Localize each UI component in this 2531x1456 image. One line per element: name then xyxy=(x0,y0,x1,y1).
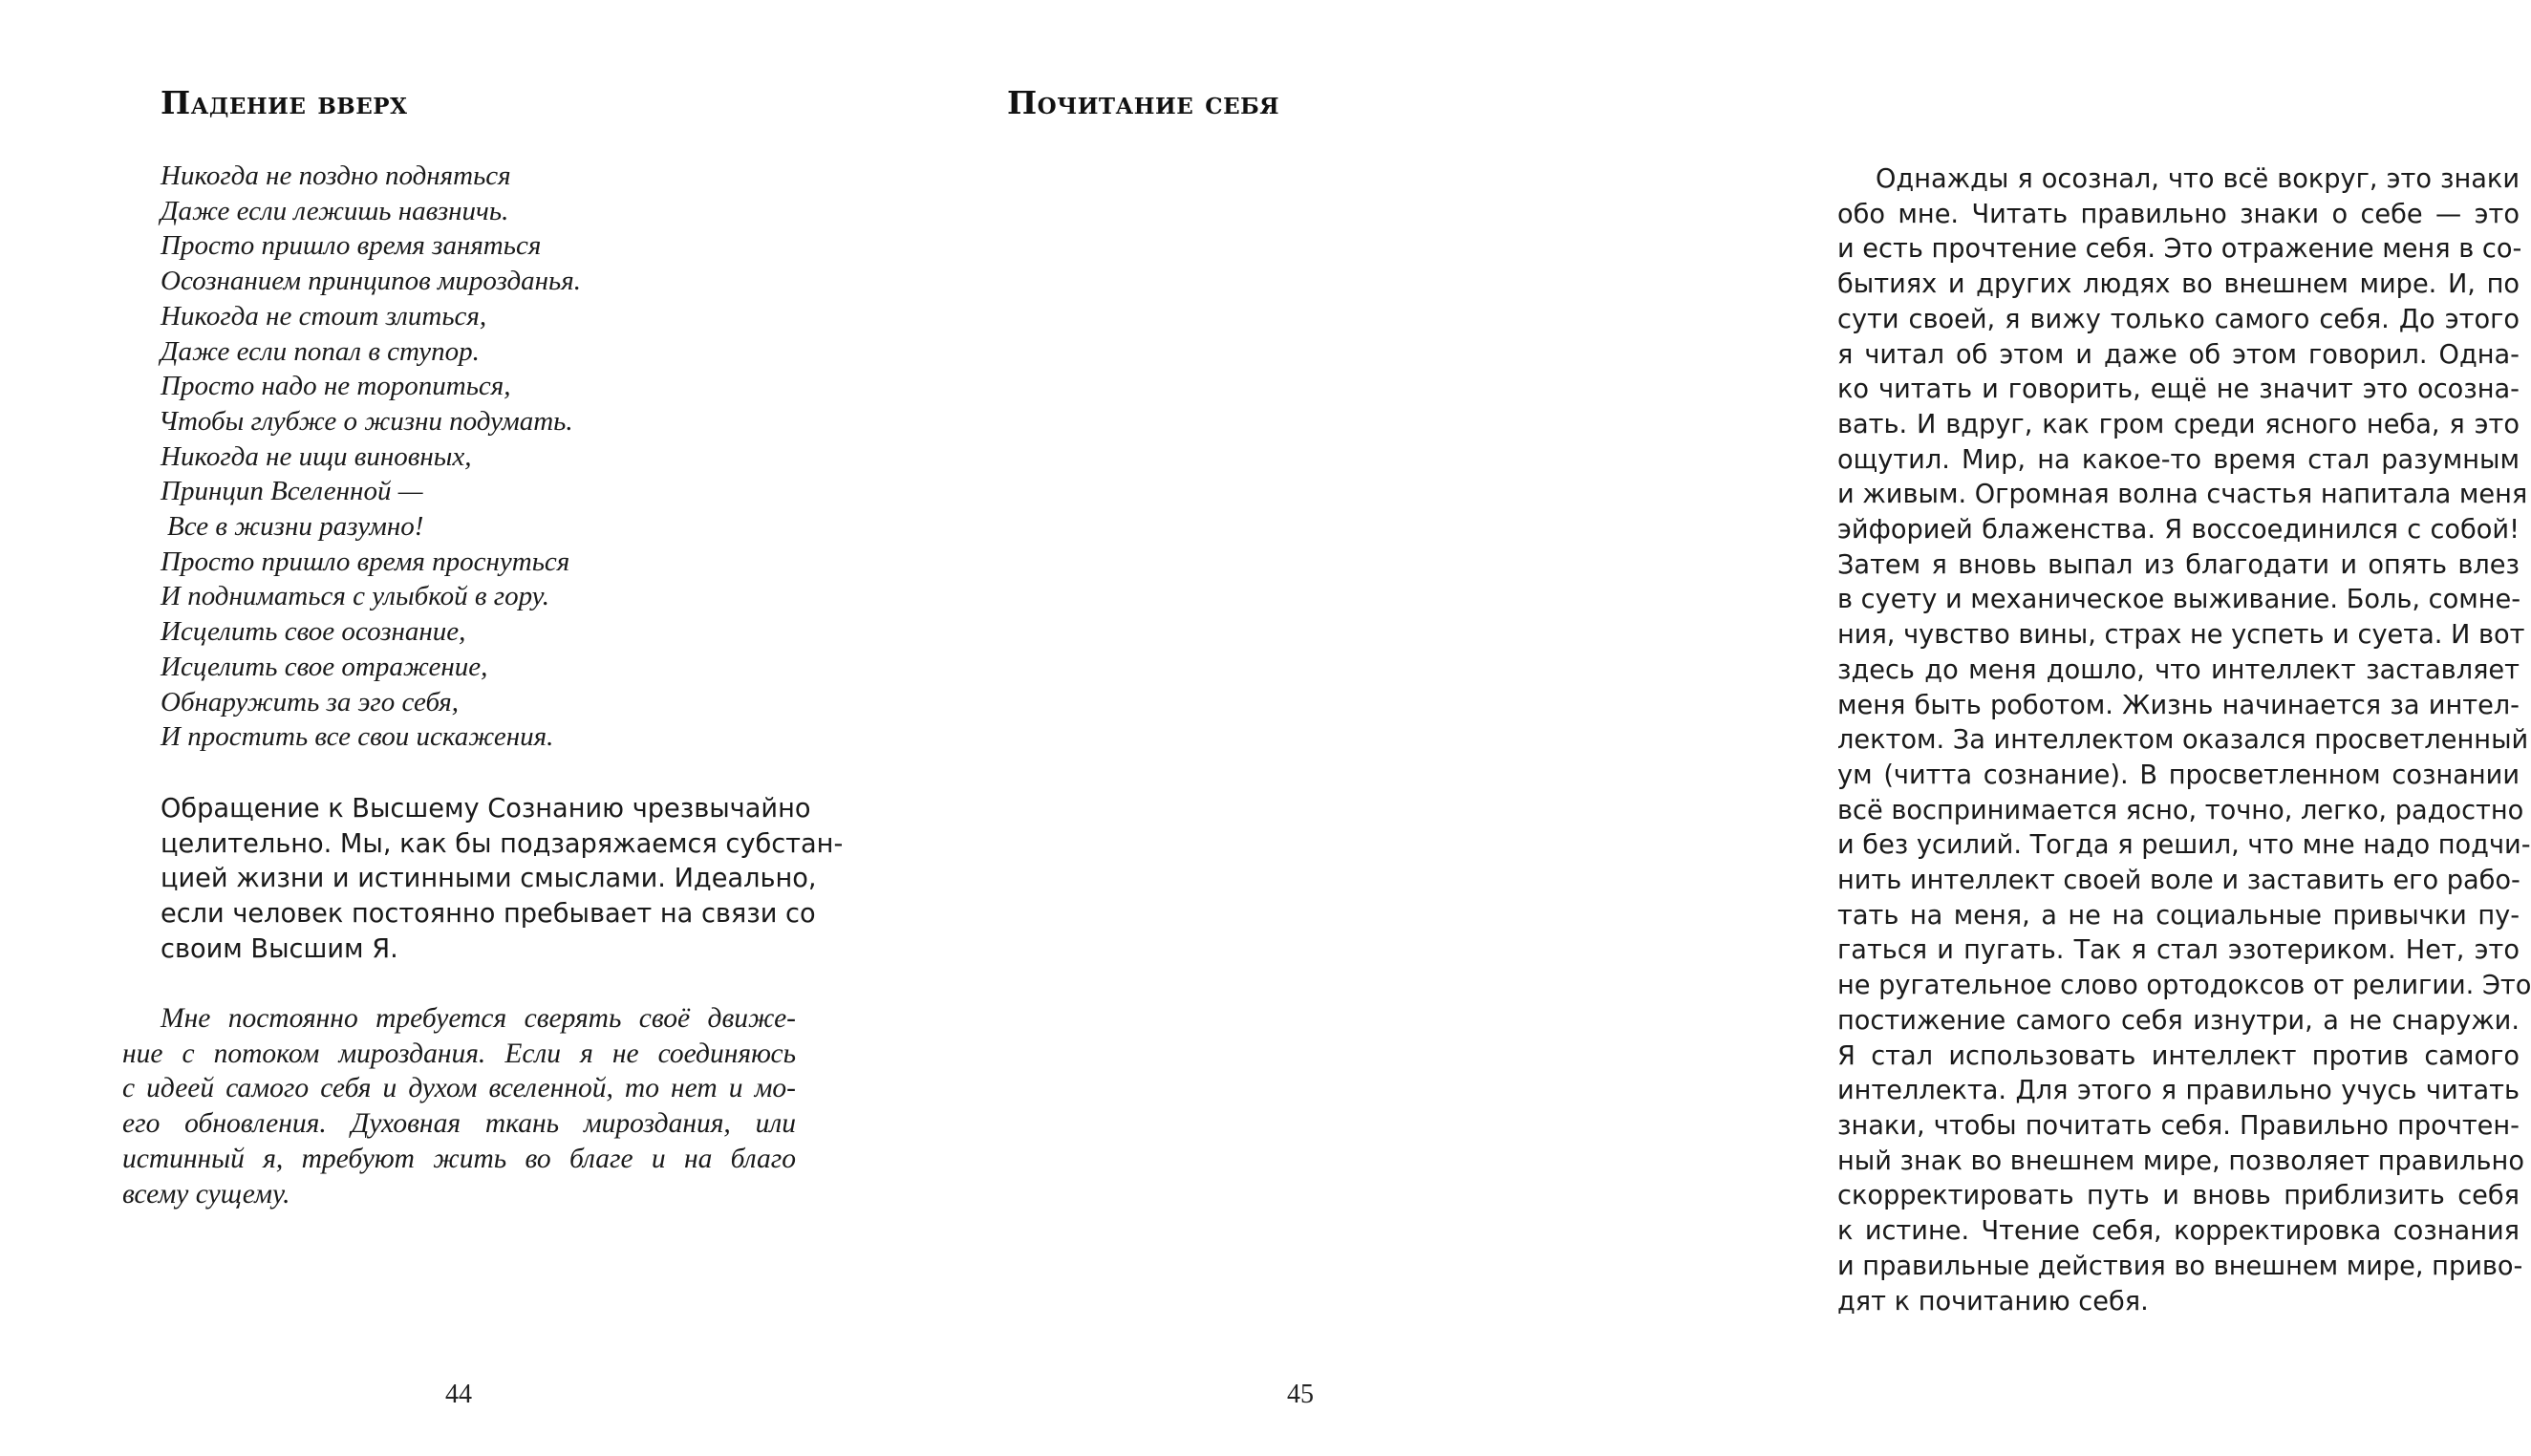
text-line: обо мне. Читать правильно знаки о себе — это xyxy=(1837,199,2520,229)
text-line: Мне постоянно требуется сверять своё движе- xyxy=(161,1003,796,1034)
text-line: истинный я, требуют жить во благе и на благо xyxy=(122,1143,796,1174)
left-page xyxy=(0,0,872,1456)
poem-line: Осознанием принципов мирозданья. xyxy=(161,266,581,297)
page-number: 45 xyxy=(1287,1380,1314,1409)
poem-line: Просто надо не торопиться, xyxy=(161,371,511,402)
text-line: к истине. Чтение себя, корректировка сознания xyxy=(1837,1216,2520,1247)
poem-line: Принцип Вселенной — xyxy=(161,476,423,507)
poem-line: И подниматься с улыбкой в гору. xyxy=(161,581,549,612)
poem-line: Обнаружить за эго себя, xyxy=(161,686,460,717)
text-line: ум (читта сознание). В просветленном сознании xyxy=(1837,760,2520,790)
poem-line: Просто пришло время проснуться xyxy=(161,546,570,577)
text-line: интеллекта. Для этого я правильно учусь читать xyxy=(1837,1076,2520,1106)
text-line: ощутил. Мир, на какое-то время стал разумным xyxy=(1837,444,2520,475)
left-page-title: Падение вверх xyxy=(161,84,408,121)
text-line: знаки, чтобы почитать себя. Правильно прочтен- xyxy=(1837,1110,2520,1141)
text-line: ко читать и говорить, ещё не значит это осозна- xyxy=(1837,375,2520,405)
text-line: сути своей, я вижу только самого себя. До этого xyxy=(1837,304,2520,334)
text-line: и правильные действия во внешнем мире, приво- xyxy=(1837,1251,2523,1281)
text-line: если человек постоянно пребывает на связи со xyxy=(161,899,816,930)
poem-line: Исцелить свое отражение, xyxy=(161,651,488,682)
poem xyxy=(161,159,829,755)
text-line: дят к почитанию себя. xyxy=(1837,1286,2149,1317)
poem-line: Никогда не поздно подняться xyxy=(161,161,511,191)
poem-line: Все в жизни разумно! xyxy=(167,511,424,543)
poem-line: Даже если лежишь навзничь. xyxy=(161,195,509,226)
text-line: Обращение к Высшему Сознанию чрезвычайно xyxy=(161,794,811,824)
text-line: скорректировать путь и вновь приблизить себя xyxy=(1837,1181,2520,1211)
right-page xyxy=(872,0,2531,1456)
text-line: с идеей самого себя и духом вселенной, то нет и мо- xyxy=(122,1073,796,1104)
text-line: в суету и механическое выживание. Боль, сомне- xyxy=(1837,585,2521,615)
text-line: и есть прочтение себя. Это отражение меня в со- xyxy=(1837,234,2522,265)
text-line: меня быть роботом. Жизнь начинается за интел- xyxy=(1837,690,2520,720)
text-line: целительно. Мы, как бы подзаряжаемся субстан- xyxy=(161,828,844,859)
paragraph-self-reverence xyxy=(1837,162,2531,1319)
text-line: и без усилий. Тогда я решил, что мне надо подчи- xyxy=(1837,830,2531,861)
text-line: Я стал использовать интеллект против самого xyxy=(1837,1040,2520,1071)
poem-line: Никогда не ищи виновных, xyxy=(161,440,472,472)
page-number: 44 xyxy=(445,1380,472,1409)
text-line: нить интеллект своей воле и заставить его рабо- xyxy=(1837,866,2520,896)
poem-line: Чтобы глубже о жизни подумать. xyxy=(159,405,573,437)
text-line: гаться и пугать. Так я стал эзотериком. Нет, это xyxy=(1837,935,2520,966)
text-line: всему сущему. xyxy=(122,1178,290,1210)
text-line: его обновления. Духовная ткань мироздания, или xyxy=(122,1108,796,1140)
paragraph-higher-consciousness xyxy=(161,792,844,968)
text-line: не ругательное слово ортодоксов от религии. Это xyxy=(1837,971,2531,1001)
paragraph-italic xyxy=(122,1001,796,1211)
poem-line: И простить все свои искажения. xyxy=(161,721,554,753)
text-line: я читал об этом и даже об этом говорил. Одна- xyxy=(1837,339,2520,370)
poem-line: Просто пришло время заняться xyxy=(161,230,542,262)
text-line: своим Высшим Я. xyxy=(161,933,398,964)
poem-line: Исцелить свое осознание, xyxy=(161,616,466,648)
right-page-title: Почитание себя xyxy=(1007,84,1280,121)
poem-line: Никогда не стоит злиться, xyxy=(161,300,487,332)
text-line: постижение самого себя изнутри, а не снаружи. xyxy=(1837,1005,2520,1036)
poem-line: Даже если попал в ступор. xyxy=(161,335,480,367)
text-line: тать на меня, а не на социальные привычки пу- xyxy=(1837,900,2520,931)
text-line: ние с потоком мироздания. Если я не соединяюсь xyxy=(122,1038,796,1069)
text-line: и живым. Огромная волна счастья напитала меня xyxy=(1837,480,2528,510)
text-line: бытиях и других людях во внешнем мире. И, по xyxy=(1837,269,2520,300)
text-line: эйфорией блаженства. Я воссоединился с собой! xyxy=(1837,515,2520,546)
text-line: цией жизни и истинными смыслами. Идеально, xyxy=(161,864,817,894)
text-line: здесь до меня дошло, что интеллект заставляет xyxy=(1837,654,2520,685)
text-line: всё воспринимается ясно, точно, легко, радостно xyxy=(1837,795,2524,825)
text-line: ния, чувство вины, страх не успеть и суета. И вот xyxy=(1837,620,2525,651)
text-line: Однажды я осознал, что всё вокруг, это знаки xyxy=(1876,164,2520,194)
text-line: вать. И вдруг, как гром среди ясного неба, я это xyxy=(1837,409,2520,439)
text-line: ный знак во внешнем мире, позволяет правильно xyxy=(1837,1146,2524,1176)
text-line: Затем я вновь выпал из благодати и опять влез xyxy=(1837,549,2520,580)
text-line: лектом. За интеллектом оказался просветленный xyxy=(1837,725,2529,756)
